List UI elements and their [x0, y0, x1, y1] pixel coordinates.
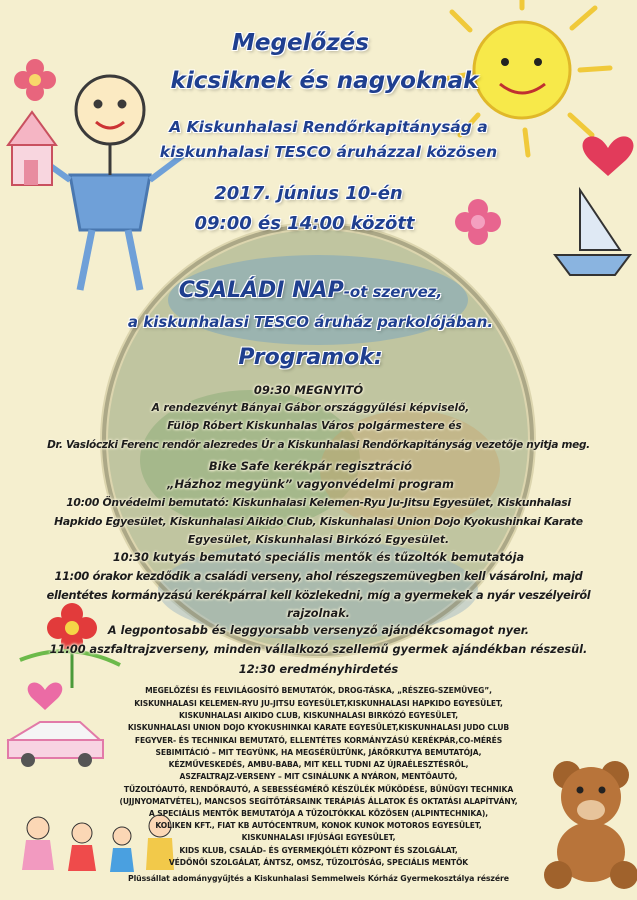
- program-line: 11:00 aszfaltrajzverseny, minden vállalkozó szellemű gyermek ajándékban részesül.: [49, 643, 588, 656]
- program-line: Egyesület, Kiskunhalasi Birkózó Egyesület.: [187, 533, 450, 546]
- event-location: a kiskunhalasi TESCO áruház parkolójában.: [127, 313, 494, 331]
- programs-heading: Programok:: [238, 345, 383, 370]
- footer-line: KÉZMŰVESKEDÉS, AMBU-BABA, MIT KELL TUDNI AZ ÚJRAÉLESZTÉSRŐL,: [168, 760, 469, 769]
- program-line: „Házhoz megyünk” vagyonvédelmi program: [167, 477, 454, 491]
- program-line: Hapkido Egyesület, Kiskunhalasi Aikido Club, Kiskunhalasi Union Dojo Kyokushinkai Karate: [54, 515, 583, 528]
- subtitle-line-1: A Kiskunhalasi Rendőrkapitányság a: [169, 118, 488, 136]
- footer-line: MEGELŐZÉSI ÉS FELVILÁGOSÍTÓ BEMUTATÓK, DROG-TÁSKA, „RÉSZEG-SZEMÜVEG”,: [145, 686, 492, 695]
- footer-line: SEBIMITÁCIÓ – MIT TEGYÜNK, HA MEGSÉRÜLTÜNK, JÁRŐRKUTYA BEMUTATÓJA,: [155, 748, 482, 757]
- program-line: rajzolnak.: [287, 607, 350, 620]
- program-line: A rendezvényt Bányai Gábor országgyűlési képviselő,: [151, 402, 470, 414]
- footer-line: KIDS KLUB, CSALÁD- ÉS GYERMEKJÓLÉTI KÖZPONT ÉS SZOLGÁLAT,: [179, 846, 458, 855]
- event-time: 09:00 és 14:00 között: [194, 213, 415, 234]
- program-line: Dr. Vaslóczki Ferenc rendőr alezredes Úr a Kiskunhalasi Rendőrkapitányság vezetője nyitja meg.: [47, 439, 590, 451]
- title-line-1: Megelőzés: [232, 30, 369, 56]
- program-line: 09:30 MEGNYITÓ: [253, 383, 364, 397]
- footer-line: KISKUNHALASI IFJÚSÁGI EGYESÜLET,: [241, 833, 396, 842]
- program-line: 12:30 eredményhirdetés: [238, 662, 399, 676]
- footer-line: VÉDŐNŐI SZOLGÁLAT, ÁNTSZ, OMSZ, TŰZOLTÓSÁG, SPECIÁLIS MENTŐK: [168, 858, 469, 867]
- event-name-line: [0, 278, 629, 303]
- closing-line: Plüssállat adománygyűjtés a Kiskunhalasi Semmelweis Kórház Gyermekosztálya részére: [128, 874, 509, 883]
- footer-line: KISKUNHALASI KELEMEN-RYU JU-JITSU EGYESÜLET,KISKUNHALASI HAPKIDO EGYESÜLET,: [134, 699, 503, 708]
- event-date: 2017. június 10-én: [214, 183, 403, 204]
- footer-line: A SPECIÁLIS MENTŐK BEMUTATÓJA A TŰZOLTÓKKAL KÖZÖSEN (ALPINTECHNIKA),: [148, 809, 489, 818]
- event-name-suffix: -ot szervez,: [343, 283, 443, 301]
- event-name: CSALÁDI NAP: [178, 278, 344, 303]
- footer-line: TŰZOLTÓAUTÓ, RENDŐRAUTÓ, A SEBESSÉGMÉRŐ KÉSZÜLÉK MŰKÖDÉSE, BŰNÜGYI TECHNIKA: [123, 785, 514, 794]
- footer-line: KISKUNHALASI AIKIDO CLUB, KISKUNHALASI BIRKÓZÓ EGYESÜLET,: [178, 711, 459, 720]
- program-line: ellentétes kormányzású kerékpárral kell közlekedni, míg a gyermekek a nyár veszélyeiről: [46, 589, 591, 602]
- program-line: Bike Safe kerékpár regisztráció: [208, 459, 413, 473]
- footer-line: (UJJNYOMATVÉTEL), MANCSOS SEGÍTŐTÁRSAINK TERÁPIÁS ÁLLATOK ÉS OKTATÁSI ALAPÍTVÁNY,: [119, 797, 518, 806]
- program-line: Fülöp Róbert Kiskunhalas Város polgármestere és: [167, 420, 462, 432]
- subtitle-line-2: kiskunhalasi TESCO áruházzal közösen: [159, 143, 498, 161]
- footer-line: KOLIKEN KFT., FIAT KB AUTÓCENTRUM, KONOK KUNOK MOTOROS EGYESÜLET,: [155, 821, 482, 830]
- program-line: 11:00 órakor kezdődik a családi verseny, ahol részegszemüvegben kell vásárolni, majd: [54, 570, 583, 583]
- footer-line: ASZFALTRAJZ-VERSENY – MIT CSINÁLUNK A NYÁRON, MENTŐAUTÓ,: [179, 772, 458, 781]
- footer-line: KISKUNHALASI UNION DOJO KYOKUSHINKAI KARATE EGYESÜLET,KISKUNHALASI JUDO CLUB: [127, 723, 510, 732]
- title-line-2: kicsiknek és nagyoknak: [170, 68, 479, 94]
- program-line: A legpontosabb és leggyorsabb versenyző ajándékcsomagot nyer.: [107, 624, 530, 637]
- footer-line: FEGYVER- ÉS TECHNIKAI BEMUTATÓ, ELLENTÉTES KORMÁNYZÁSÚ KERÉKPÁR,CO-MÉRÉS: [134, 736, 503, 745]
- program-line: 10:30 kutyás bemutató speciális mentők és tűzoltók bemutatója: [112, 551, 525, 564]
- program-line: 10:00 Önvédelmi bemutató: Kiskunhalasi Kelemen-Ryu Ju-Jitsu Egyesület, Kiskunhalasi: [66, 496, 571, 509]
